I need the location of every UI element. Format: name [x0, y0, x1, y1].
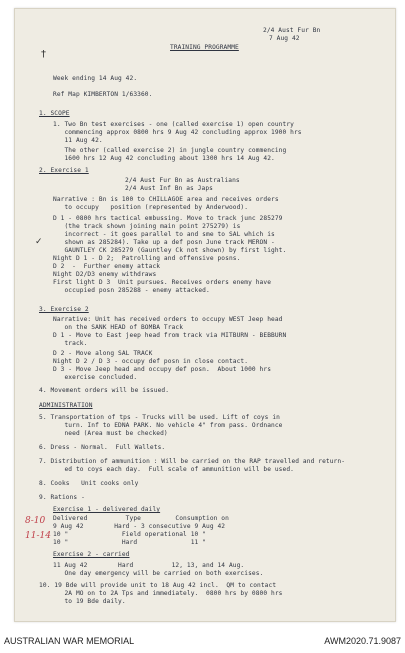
first-light-line-2: occupied posn 285288 - enemy attacked.	[53, 287, 210, 294]
item-4: 4. Movement orders will be issued.	[39, 387, 170, 394]
item-5-line-2: turn. Inf to EDNA PARK. No vehicle 4" from pass. Ordnance	[53, 422, 283, 429]
section-exercise-1: 2. Exercise 1	[39, 167, 89, 174]
handwritten-note-2: 11-14	[25, 531, 51, 541]
item-9-rations: 9. Rations -	[39, 494, 85, 501]
night-line: Night D 2 / D 3 - occupy def posn in close contact.	[53, 358, 249, 365]
exercise-2-carried: Exercise 2 - carried	[53, 551, 130, 558]
item-8: 8. Cooks Unit cooks only	[39, 480, 139, 487]
rations-row-4: 11 Aug 42 Hard 12, 13, and 14 Aug.	[53, 562, 245, 569]
phase-1-line-4: shown as 285284). Take up a def posn June track MERON -	[53, 239, 275, 246]
scope-line-2: commencing approx 0800 hrs 9 Aug 42 concluding approx 1900 hrs	[53, 129, 302, 136]
scope-line-5: 1600 hrs 12 Aug 42 concluding about 1300 hrs 14 Aug 42.	[53, 155, 275, 162]
item-5-line-1: 5. Transportation of tps - Trucks will be used. Lift of coys in	[39, 414, 280, 421]
phase-1-line-5: GAUNTLEY CK 285279 (Gauntley Ck not shown) by first light.	[53, 247, 287, 254]
forces-line-2: 2/4 Aust Inf Bn as Japs	[125, 185, 213, 192]
scope-line-1: 1. Two Bn test exercises - one (called exercise 1) open country	[53, 121, 294, 128]
item-10-line-1: 10. 19 Bde will provide unit to 18 Aug 42 incl. QM to contact	[39, 582, 277, 589]
footer-right: AWM2020.71.9087	[324, 636, 401, 646]
item-7-line-2: ed to coys each day. Full scale of ammunition will be used.	[53, 466, 294, 473]
rations-note: One day emergency will be carried on both exercises.	[53, 570, 264, 577]
handwritten-note-1: 8-10	[25, 516, 46, 526]
item-5-line-3: need (Area must be checked)	[53, 430, 168, 437]
item-10-line-2: 2A MO on to 2A Tps and immediately. 0800 hrs by 0800 hrs	[53, 590, 283, 597]
narrative-1-line-2: to occupy position (represented by Anderwood).	[53, 204, 249, 211]
narrative-1-line-1: Narrative : Bn is 100 to CHILLAGOE area and receives orders	[53, 196, 279, 203]
rations-row-3: 10 " Hard 11 "	[53, 539, 207, 546]
doc-date: 7 Aug 42	[269, 35, 300, 42]
margin-mark: †	[41, 49, 46, 60]
rations-row-1: 9 Aug 42 Hard - 3 consecutive 9 Aug 42	[53, 523, 226, 530]
rations-row-2: 10 " Field operational 10 "	[53, 531, 207, 538]
phase-1-line-6: Night D 1 - D 2; Patrolling and offensive posns.	[53, 255, 241, 262]
section-exercise-2: 3. Exercise 2	[39, 306, 89, 313]
ex2-phase-3-line-1: D 3 - Move Jeep head and occupy def posn. About 1000 hrs	[53, 366, 272, 373]
map-reference: Ref Map KIMBERTON 1/63360.	[53, 91, 153, 98]
ex2-phase-3-line-2: exercise concluded.	[53, 374, 138, 381]
section-scope: 1. SCOPE	[39, 110, 70, 117]
footer-left: AUSTRALIAN WAR MEMORIAL	[4, 636, 135, 646]
narrative-2-line-1: Narrative: Unit has received orders to occupy WEST Jeep head	[53, 316, 283, 323]
phase-1-line-7: D 2 - Further enemy attack	[53, 263, 161, 270]
narrative-2-line-2: on the SANK HEAD of BOMBA Track	[53, 324, 184, 331]
ex2-phase-1-line-2: track.	[53, 340, 88, 347]
document-page	[14, 8, 396, 622]
forces-line-1: 2/4 Aust Fur Bn as Australians	[125, 177, 240, 184]
phase-2-line: Night D2/D3 enemy withdraws	[53, 271, 157, 278]
ex2-phase-2-line: D 2 - Move along SAL TRACK	[53, 350, 153, 357]
item-10-line-3: to 19 Bde daily.	[53, 598, 126, 605]
ex2-phase-1-line-1: D 1 - Move to East jeep head from track via MITBURN - BEBBURN	[53, 332, 287, 339]
unit-name: 2/4 Aust Fur Bn	[263, 27, 321, 34]
rations-table-header: Delivered Type Consumption on	[53, 515, 229, 522]
scope-line-4: The other (called exercise 2) in jungle country commencing	[53, 147, 287, 154]
first-light-line-1: First light D 3 Unit pursues. Receives orders enemy have	[53, 279, 272, 286]
item-7-line-1: 7. Distribution of ammunition : Will be carried on the RAP travelled and return-	[39, 458, 346, 465]
exercise-1-daily: Exercise 1 - delivered daily	[53, 506, 161, 513]
section-administration: ADMINISTRATION	[39, 402, 93, 409]
scope-line-3: 11 Aug 42.	[53, 137, 103, 144]
week-ending: Week ending 14 Aug 42.	[53, 75, 138, 82]
margin-tick: ✓	[35, 237, 43, 247]
phase-1-line-2: (the track shown joining main point 275279) is	[53, 223, 241, 230]
footer-bar	[0, 630, 405, 653]
phase-1-line-3: incorrect - it goes parallel to and sme to SAL which is	[53, 231, 275, 238]
item-6: 6. Dress - Normal. Full Wallets.	[39, 444, 166, 451]
doc-title: TRAINING PROGRAMME	[170, 44, 239, 51]
phase-1-line-1: D 1 - 0800 hrs tactical embussing. Move to track junc 285279	[53, 215, 283, 222]
